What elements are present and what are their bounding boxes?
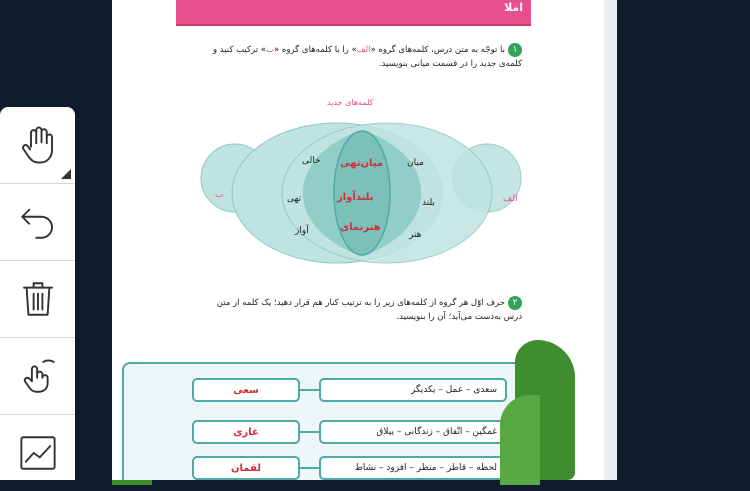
venn-caption: کلمه‌های جدید xyxy=(327,98,374,107)
chart-icon xyxy=(17,432,59,474)
page-edge xyxy=(604,0,617,480)
row-2-connector xyxy=(300,431,319,433)
trash-icon xyxy=(17,278,59,320)
question-1-number: ۱ xyxy=(508,43,522,57)
undo-icon xyxy=(17,201,59,243)
group-label-b: ب xyxy=(215,190,224,200)
word-middle-3: هنرنمای xyxy=(340,222,381,233)
section-header xyxy=(176,0,531,26)
submenu-indicator xyxy=(61,169,71,179)
row-3-words: لحظه – قاطر – منظر – افزود – نشاط xyxy=(319,456,507,480)
row-1-words: سعدی – عمل – یکدیگر xyxy=(319,378,507,402)
annotation-toolbar xyxy=(0,107,75,480)
row-3-connector xyxy=(300,467,319,469)
word-middle-1: میان‌تهی xyxy=(340,158,384,169)
group-label-a: الف xyxy=(503,194,518,204)
word-left-1: خالی xyxy=(302,156,321,166)
word-right-2: بلند xyxy=(422,198,435,208)
word-right-1: میان xyxy=(407,158,424,168)
row-2-answer: غازی xyxy=(192,420,300,444)
word-left-3: آواز xyxy=(295,226,309,236)
question-1: ۱با توجّه به متن درس، کلمه‌های گروه «الف» را با کلمه‌های گروه «ب» ترکیب کنید و کلمه‌ی جدید را در قسمت میانی بنویسید. xyxy=(212,45,522,69)
touch-gesture-button[interactable] xyxy=(0,338,75,415)
hand-icon xyxy=(17,124,59,166)
delete-button[interactable] xyxy=(0,261,75,338)
undo-button[interactable] xyxy=(0,184,75,261)
hand-tool-button[interactable] xyxy=(0,107,75,184)
row-3-answer: لقمان xyxy=(192,456,300,480)
word-left-2: تهی xyxy=(287,194,302,204)
question-2-number: ۲ xyxy=(508,296,522,310)
row-2-words: غمگین – اتّفاق – زندگانی – ییلاق xyxy=(319,420,507,444)
row-1-answer: سعی xyxy=(192,378,300,402)
word-middle-2: بلندآواز xyxy=(337,192,374,203)
word-right-3: هنر xyxy=(409,230,422,240)
touch-gesture-icon xyxy=(17,355,59,397)
venn-diagram xyxy=(187,118,532,277)
row-1-connector xyxy=(300,389,319,391)
question-2: ۲حرف اوّل هر گروه از کلمه‌های زیر را به ترتیب کنار هم قرار دهید؛ یک کلمه از متن درس به‌دست می‌آید؛ آن را بنویسید. xyxy=(216,298,522,322)
tree-right-decoration-2 xyxy=(500,395,540,485)
section-title: املا xyxy=(504,1,523,14)
